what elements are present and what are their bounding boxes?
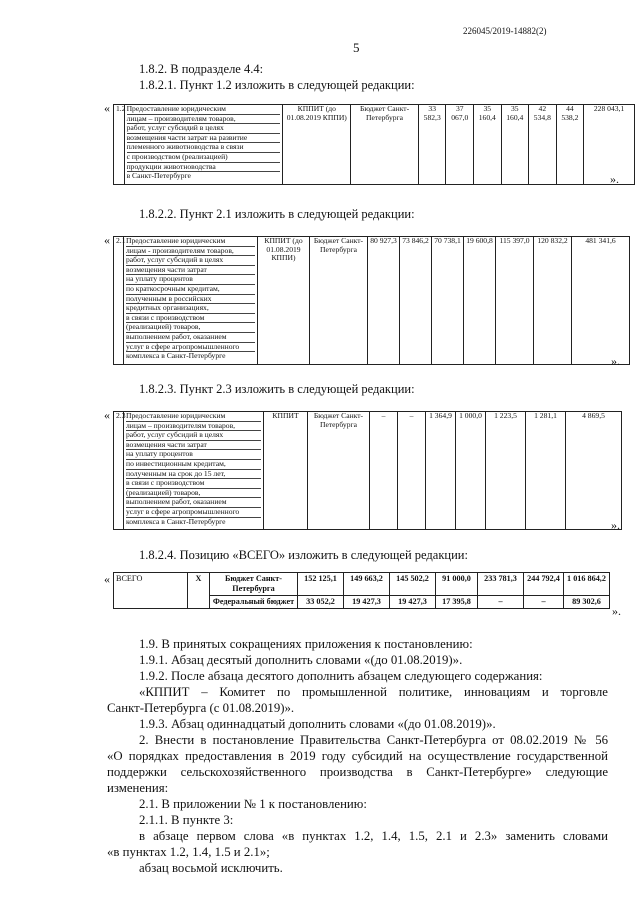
table-total: [113, 572, 610, 609]
row-number: 2.3: [114, 412, 124, 530]
desc-line: в связи с производством: [126, 479, 261, 489]
value-cell: 33 052,2: [298, 596, 344, 609]
section-1-8-2: 1.8.2. В подразделе 4.4:: [139, 62, 264, 76]
desc-line: работ, услуг субсидий в целях: [127, 124, 281, 134]
desc-line: (реализацией) товаров,: [126, 489, 261, 499]
value-cell: 1 364,9: [426, 412, 456, 530]
desc-line: Предоставление юридическим: [126, 237, 255, 247]
value-cell: 152 125,1: [298, 573, 344, 596]
desc-line: кредитных организациях,: [126, 304, 255, 314]
value-cell: 42 534,8: [529, 105, 557, 185]
section-1-8-2-2: 1.8.2.2. Пункт 2.1 изложить в следующей редакции:: [139, 207, 415, 221]
total-label: ВСЕГО: [114, 573, 188, 609]
desc-line: с производством (реализацией): [127, 153, 281, 163]
paragraph-1-9-2: 1.9.2. После абзаца десятого дополнить абзацем следующего содержания:: [139, 669, 543, 683]
executor: КППИТ (до 01.08.2019 КППИ): [258, 237, 310, 365]
value-cell: 244 792,4: [524, 573, 564, 596]
paragraph-2-line-1: 2. Внести в постановление Правительства Санкт-Петербурга от 08.02.2019 № 56: [139, 733, 608, 747]
page-number: 5: [353, 40, 360, 55]
value-cell: 120 832,2: [534, 237, 572, 365]
desc-line: лицам - производителям товаров,: [126, 247, 255, 257]
paragraph-1-9-3: 1.9.3. Абзац одиннадцатый дополнить словами «(до 01.08.2019)».: [139, 717, 496, 731]
paragraph-2-line-4: изменения:: [107, 781, 169, 795]
table-item-2-1: [113, 236, 630, 365]
value-cell: 17 395,8: [436, 596, 478, 609]
desc-line: возмещения части затрат: [126, 266, 255, 276]
value-cell-total: 4 869,5: [566, 412, 622, 530]
value-cell-total: 481 341,6: [572, 237, 630, 365]
quote-open: «: [104, 101, 110, 115]
executor: КППИТ: [264, 412, 308, 530]
paragraph-1-9-1: 1.9.1. Абзац десятый дополнить словами «(до 01.08.2019)».: [139, 653, 463, 667]
funding-source: Бюджет Санкт-Петербурга: [210, 573, 298, 596]
value-cell: –: [524, 596, 564, 609]
value-cell: 1 000,0: [456, 412, 486, 530]
quote-close: ».: [612, 604, 621, 618]
desc-line: на уплату процентов: [126, 275, 255, 285]
item-description: [124, 237, 258, 365]
value-cell: 35 160,4: [501, 105, 529, 185]
desc-line: выполнением работ, оказанием: [126, 333, 255, 343]
section-1-8-2-1: 1.8.2.1. Пункт 1.2 изложить в следующей редакции:: [139, 78, 415, 92]
executor: КППИТ (до 01.08.2019 КППИ): [283, 105, 351, 185]
funding-source: Бюджет Санкт-Петербурга: [310, 237, 368, 365]
value-cell: 19 427,3: [390, 596, 436, 609]
value-cell: 149 663,2: [344, 573, 390, 596]
desc-line: на уплату процентов: [126, 450, 261, 460]
value-cell: 70 738,1: [432, 237, 464, 365]
quote-open: «: [104, 233, 110, 247]
value-cell: 19 427,3: [344, 596, 390, 609]
value-cell: –: [478, 596, 524, 609]
desc-line: выполнением работ, оказанием: [126, 498, 261, 508]
desc-line: по инвестиционным кредитам,: [126, 460, 261, 470]
desc-line: работ, услуг субсидий в целях: [126, 431, 261, 441]
desc-line: услуг в сфере агропромышленного: [126, 343, 255, 353]
paragraph-abzac-8: абзац восьмой исключить.: [139, 861, 283, 875]
total-x-mark: X: [188, 573, 210, 609]
row-number: 2.1: [114, 237, 124, 365]
desc-line: в Санкт-Петербурге: [126, 171, 191, 181]
section-1-8-2-3: 1.8.2.3. Пункт 2.3 изложить в следующей редакции:: [139, 382, 415, 396]
section-1-8-2-4: 1.8.2.4. Позицию «ВСЕГО» изложить в следующей редакции:: [139, 548, 468, 562]
desc-line: комплекса в Санкт-Петербурге: [126, 351, 226, 361]
kppit-definition-line-1: «КППИТ – Комитет по промышленной политике, инновациям и торговле: [139, 685, 608, 699]
quote-open: «: [104, 572, 110, 586]
funding-source: Федеральный бюджет: [210, 596, 298, 609]
desc-line: Предоставление юридическим: [126, 412, 261, 422]
desc-line: комплекса в Санкт-Петербурге: [126, 516, 226, 526]
paragraph-1-9: 1.9. В принятых сокращениях приложения к постановлению:: [139, 637, 473, 651]
desc-line: Предоставление юридическим: [127, 105, 281, 115]
value-cell: 35 160,4: [474, 105, 502, 185]
quote-close: ».: [610, 172, 619, 186]
row-number: 1.2: [114, 105, 125, 185]
table-item-1-2: [113, 104, 635, 185]
value-cell: 145 502,2: [390, 573, 436, 596]
desc-line: полученным в российских: [126, 295, 255, 305]
desc-line: племенного животноводства в связи: [127, 143, 281, 153]
value-cell: 73 846,2: [400, 237, 432, 365]
desc-line: лицам – производителям товаров,: [126, 422, 261, 432]
item-description: [124, 105, 283, 185]
desc-line: полученным на срок до 15 лет,: [126, 470, 261, 480]
paragraph-2-line-2: «О порядках предоставления в 2019 году субсидий на осуществление государственной: [107, 749, 608, 763]
funding-source: Бюджет Санкт-Петербурга: [308, 412, 370, 530]
value-cell: 233 781,3: [478, 573, 524, 596]
value-cell: 44 538,2: [556, 105, 584, 185]
table-item-2-3: [113, 411, 622, 530]
value-cell: 1 281,1: [526, 412, 566, 530]
value-cell: –: [370, 412, 398, 530]
value-cell-total: 228 043,1: [584, 105, 635, 185]
value-cell: 115 397,0: [496, 237, 534, 365]
desc-line: в связи с производством: [126, 314, 255, 324]
kppit-definition-line-2: Санкт-Петербурга (с 01.08.2019)».: [107, 701, 295, 715]
item-description: [124, 412, 264, 530]
desc-line: возмещения части затрат на развитие: [127, 134, 281, 144]
paragraph-abzac-1-line-1: в абзаце первом слова «в пунктах 1.2, 1.4, 1.5, 2.1 и 2.3» заменить словами: [139, 829, 608, 843]
quote-open: «: [104, 408, 110, 422]
desc-line: продукции животноводства: [127, 163, 281, 173]
desc-line: услуг в сфере агропромышленного: [126, 508, 261, 518]
paragraph-abzac-1-line-2: «в пунктах 1.2, 1.4, 1.5 и 2.1»;: [107, 845, 270, 859]
desc-line: лицам – производителям товаров,: [127, 115, 281, 125]
value-cell: 37 067,0: [446, 105, 474, 185]
value-cell: 33 582,3: [418, 105, 446, 185]
paragraph-2-1: 2.1. В приложении № 1 к постановлению:: [139, 797, 367, 811]
funding-source: Бюджет Санкт-Петербурга: [351, 105, 419, 185]
desc-line: по краткосрочным кредитам,: [126, 285, 255, 295]
value-cell: 80 927,3: [368, 237, 400, 365]
quote-close: ».: [611, 354, 620, 368]
desc-line: возмещения части затрат: [126, 441, 261, 451]
desc-line: работ, услуг субсидий в целях: [126, 256, 255, 266]
value-cell-total: 89 302,6: [564, 596, 610, 609]
value-cell: 1 223,5: [486, 412, 526, 530]
value-cell: 19 600,8: [464, 237, 496, 365]
quote-close: ».: [611, 518, 620, 532]
value-cell: 91 000,0: [436, 573, 478, 596]
value-cell: –: [398, 412, 426, 530]
paragraph-2-line-3: поддержки сельскохозяйственного производства в Санкт-Петербурге» следующие: [107, 765, 608, 779]
paragraph-2-1-1: 2.1.1. В пункте 3:: [139, 813, 234, 827]
document-number: 226045/2019-14882(2): [463, 26, 547, 36]
value-cell-total: 1 016 864,2: [564, 573, 610, 596]
desc-line: (реализацией) товаров,: [126, 323, 255, 333]
